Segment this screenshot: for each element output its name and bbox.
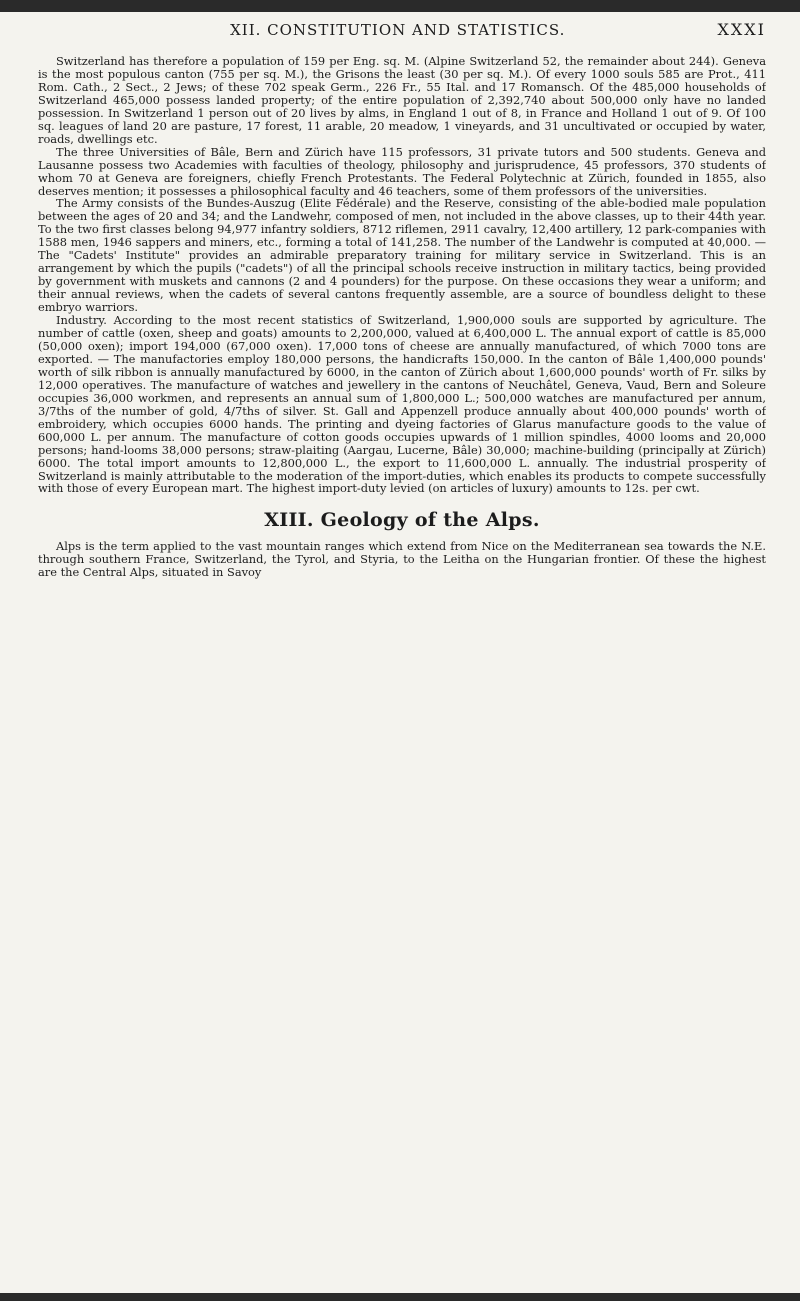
chapter-title: XII. CONSTITUTION AND STATISTICS. [230, 21, 566, 39]
page-number: XXXI [717, 20, 766, 39]
paragraph-industry: Industry. According to the most recent statistics of Switzerland, 1,900,000 souls are supported by agriculture. The number of cattle (oxen, sheep and goats) amounts to 2,200,000, valued at 6,400,000 L. The annual export of cattle is 85,000 (50,000 oxen); import 194,000 (67,000 oxen). 17,000 tons of cheese are annually manufactured, of which 7000 tons are exported. — The manufactories employ 180,000 persons, the handicrafts 150,000. In the canton of Bâle 1,400,000 pounds' worth of silk ribbon is annually manufactured by 6000, in the canton of Zürich about 1,600,000 pounds' worth of Fr. silks by 12,000 operatives. The manufacture of watches and jewellery in the cantons of Neuchâtel, Geneva, Vaud, Bern and Soleure occupies 36,000 workmen, and represents an annual sum of 1,800,000 L.; 500,000 watches are manufactured per annum, 3/7ths of the number of gold, 4/7ths of silver. St. Gall and Appenzell produce annually about 400,000 pounds' worth of embroidery, which occupies 6000 hands. The printing and dyeing factories of Glarus manufacture goods to the value of 600,000 L. per annum. The manufacture of cotton goods occupies upwards of 1 million spindles, 4000 looms and 20,000 persons; hand-looms 38,000 persons; straw-plaiting (Aargau, Lucerne, Bâle) 30,000; machine-building (principally at Zürich) 6000. The total import amounts to 12,800,000 L., the export to 11,600,000 L. annually. The industrial prosperity of Switzerland is mainly attributable to the moderation of the import-duties, which enables its products to compete successfully with those of every European mart. The highest import-duty levied (on articles of luxury) amounts to 12s. per cwt. [38, 313, 766, 496]
paragraph-universities: The three Universities of Bâle, Bern and Zürich have 115 professors, 31 private tutors and 500 students. Geneva and Lausanne possess two Academies with faculties of theology, philosophy and jurisprudence, 45 professors, 370 students of whom 70 at Geneva are foreigners, chiefly French Protestants. The Federal Polytechnic at Zürich, founded in 1855, also deserves mention; it possesses a philosophical faculty and 46 teachers, some of them professors of the universities. [38, 144, 766, 198]
paragraph-population: Switzerland has therefore a population of 159 per Eng. sq. M. (Alpine Switzerland 52, the remainder about 244). Geneva is the most populous canton (755 per sq. M.), the Grisons the least (30 per sq. M.). Of every 1000 souls 585 are Prot., 411 Rom. Cath., 2 Sect., 2 Jews; of these 702 speak Germ., 226 Fr., 55 Ital. and 17 Romansch. Of the 485,000 households of Switzerland 465,000 possess landed property; of the entire population of 2,392,740 about 500,000 only have no landed possession. In Switzerland 1 person out of 20 lives by alms, in England 1 out of 8, in France and Holland 1 out of 9. Of 100 sq. leagues of land 20 are pasture, 17 forest, 11 arable, 20 meadow, 1 vineyards, and 31 uncultivated or occupied by water, roads, dwellings etc. [38, 54, 766, 146]
paragraph-alps: Alps is the term applied to the vast mountain ranges which extend from Nice on the Mediterranean sea towards the N.E. through southern France, Switzerland, the Tyrol, and Styria, to the Leitha on the Hungarian frontier. Of these the highest are the Central Alps, situated in Savoy [38, 539, 766, 580]
paragraph-army: The Army consists of the Bundes-Auszug (Elite Fédérale) and the Reserve, consisting of the able-bodied male population between the ages of 20 and 34; and the Landwehr, composed of men, not included in the above classes, up to their 44th year. To the two first classes belong 94,977 infantry soldiers, 8712 riflemen, 2911 cavalry, 12,400 artillery, 12 park-companies with 1588 men, 1946 sappers and miners, etc., forming a total of 141,258. The number of the Landwehr is computed at 40,000. — The "Cadets' Institute" provides an admirable preparatory training for military service in Switzerland. This is an arrangement by which the pupils ("cadets") of all the principal schools receive instruction in military tactics, being provided by government with muskets and cannons (2 and 4 pounders) for the purpose. On these occasions they wear a uniform; and their annual reviews, when the cadets of several cantons frequently assemble, are a source of boundless delight to these embryo warriors. [38, 196, 766, 315]
section-heading: XIII. Geology of the Alps. [264, 509, 540, 532]
page-bottom-edge [0, 1293, 800, 1301]
book-page [38, 18, 766, 1286]
running-head [38, 18, 766, 39]
page-top-edge [0, 0, 800, 12]
